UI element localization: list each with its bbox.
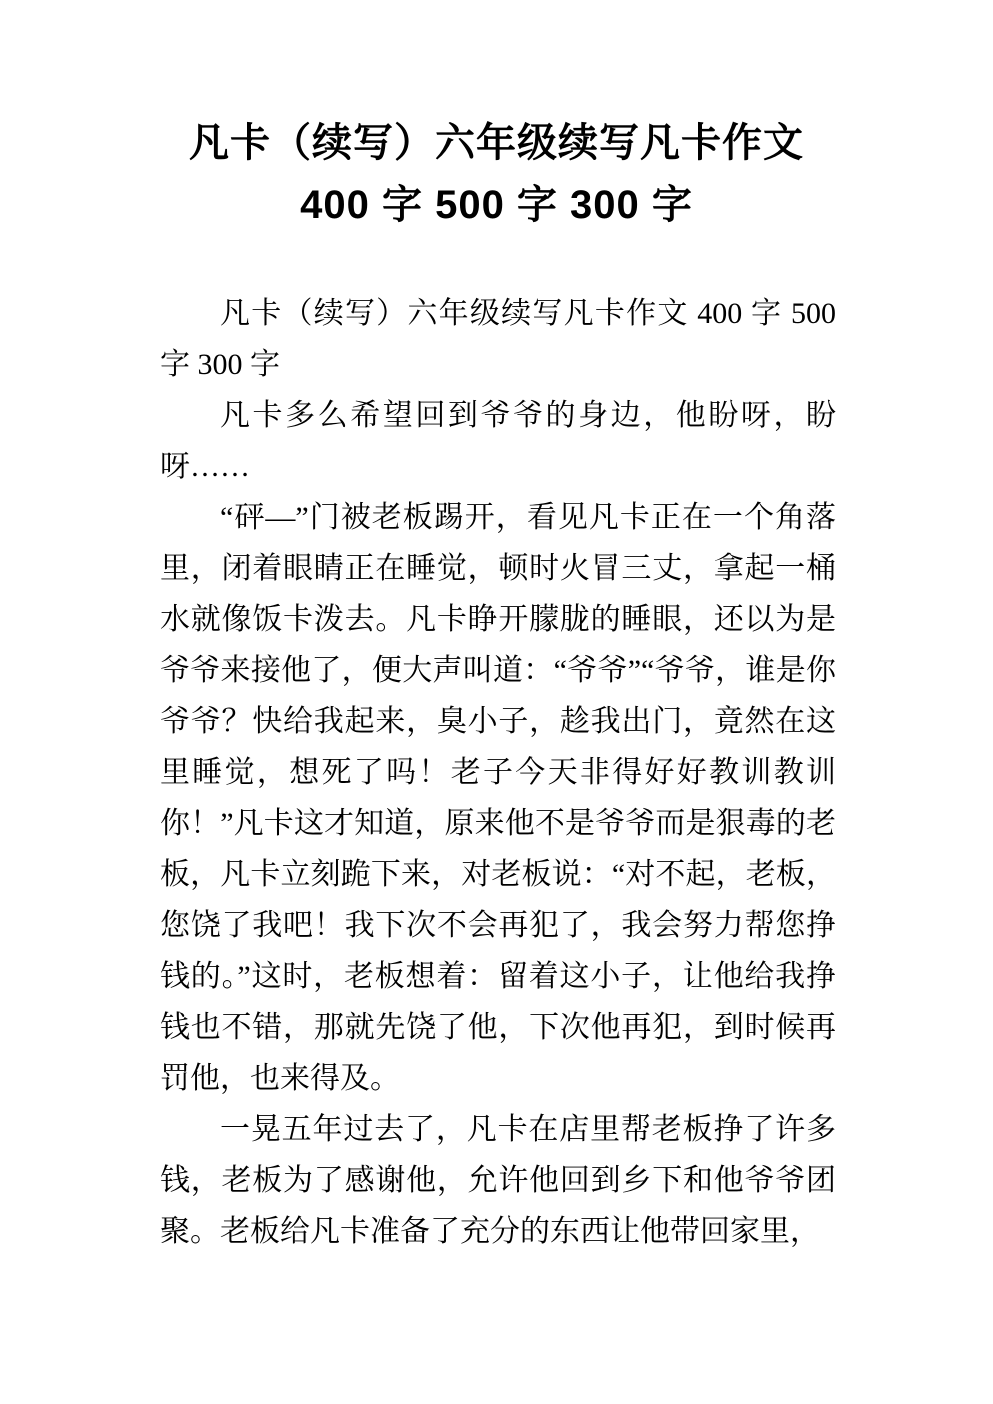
page-title <box>0 0 993 236</box>
page-title-line-1: 凡卡（续写）六年级续写凡卡作文 <box>189 121 804 165</box>
page-title-line-2: 400 字 500 字 300 字 <box>300 183 693 227</box>
paragraph: “砰—”门被老板踢开，看见凡卡正在一个角落里，闭着眼睛正在睡觉，顿时火冒三丈，拿起一桶水就像饭卡泼去。凡卡睁开朦胧的睡眼，还以为是爷爷来接他了，便大声叫道：“爷爷”“爷爷，谁是你爷爷？快给我起来，臭小子，趁我出门，竟然在这里睡觉，想死了吗！老子今天非得好好教训教训你！”凡卡这才知道，原来他不是爷爷而是狠毒的老板，凡卡立刻跪下来，对老板说：“对不起，老板，您饶了我吧！我下次不会再犯了，我会努力帮您挣钱的。”这时，老板想着：留着这小子，让他给我挣钱也不错，那就先饶了他，下次他再犯，到时候再罚他，也来得及。 <box>160 501 836 1095</box>
document-body <box>160 288 836 1257</box>
paragraph: 一晃五年过去了，凡卡在店里帮老板挣了许多钱，老板为了感谢他，允许他回到乡下和他爷爷团聚。老板给凡卡准备了充分的东西让他带回家里， <box>160 1113 836 1248</box>
paragraph: 凡卡（续写）六年级续写凡卡作文 400 字 500 字 300 字 <box>160 297 836 381</box>
paragraph: 凡卡多么希望回到爷爷的身边，他盼呀，盼呀…… <box>160 399 836 483</box>
